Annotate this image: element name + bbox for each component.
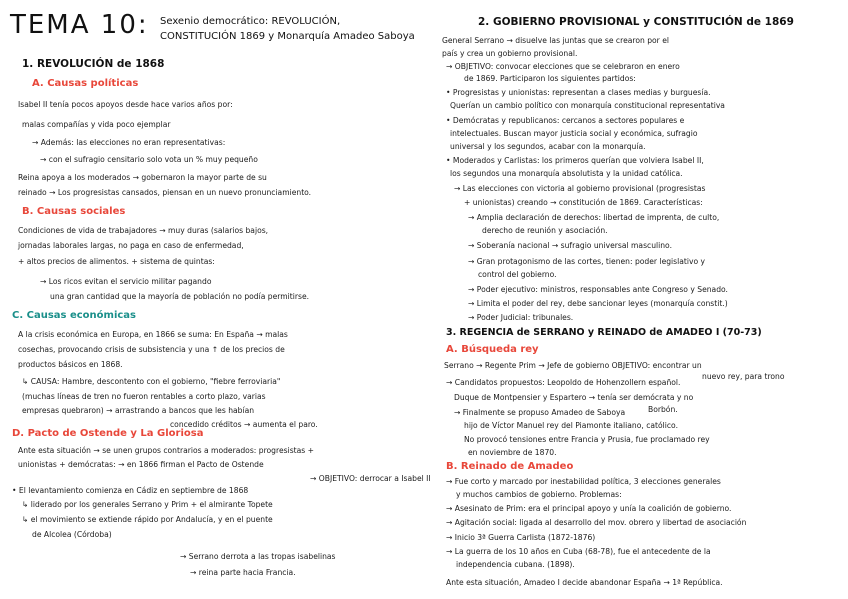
d-line-1: Ante esta situación → se unen grupos contrarios a moderados: progresistas + <box>18 446 315 455</box>
d-line-9: → reina parte hacia Francia. <box>190 568 296 577</box>
g-line-5: • Progresistas y unionistas: representan a clases medias y burguesía. <box>446 88 711 97</box>
ra-line-9: en noviembre de 1870. <box>468 448 557 457</box>
g-line-8: intelectuales. Buscan mayor justicia social y económica, sufragio <box>450 129 698 138</box>
rb-line-7: independencia cubana. (1898). <box>456 560 575 569</box>
b-line-5: una gran cantidad que la mayoría de población no podía permitirse. <box>50 292 310 301</box>
g-line-9: universal y los segundos, acabar con la monarquía. <box>450 142 646 151</box>
d-line-2: unionistas + demócratas: → en 1866 firman el Pacto de Ostende <box>18 460 264 469</box>
a-line-6: reinado → Los progresistas cansados, piensan en un nuevo pronunciamiento. <box>18 188 312 197</box>
section-3-title: 3. REGENCIA de SERRANO y REINADO de AMADEO I (70-73) <box>446 327 762 338</box>
a-line-2: malas compañías y vida poco ejemplar <box>22 120 171 129</box>
ra-line-1: Serrano → Regente Prim → Jefe de gobierno OBJETIVO: encontrar un <box>444 361 702 370</box>
rb-line-3: → Asesinato de Prim: era el principal apoyo y unía la coalición de gobierno. <box>446 504 732 513</box>
d-line-6: ↳ el movimiento se extiende rápido por Andalucía, y en el puente <box>22 515 273 524</box>
g-line-17: → Gran protagonismo de las cortes, tienen: poder legislativo y <box>468 257 706 266</box>
pacto-ostende-title: D. Pacto de Ostende y La Gloriosa <box>12 428 204 439</box>
g-line-6: Querían un cambio político con monarquía constitucional representativa <box>450 101 725 110</box>
g-line-16: → Soberanía nacional → sufragio universal masculino. <box>468 241 672 250</box>
c-line-2: cosechas, provocando crisis de subsistencia y una ↑ de los precios de <box>18 345 285 354</box>
section-1-title: 1. REVOLUCIÓN de 1868 <box>22 58 165 70</box>
ra-line-6: → Finalmente se propuso Amadeo de Saboya <box>454 408 626 417</box>
causas-politicas-title: A. Causas políticas <box>32 78 139 89</box>
g-line-4: de 1869. Participaron los siguientes partidos: <box>464 74 636 83</box>
g-line-21: → Poder Judicial: tribunales. <box>468 313 574 322</box>
c-line-5: (muchas líneas de tren no fueron rentables a corto plazo, varias <box>22 392 266 401</box>
causas-sociales-title: B. Causas sociales <box>22 206 126 217</box>
ra-line-8: No provocó tensiones entre Francia y Prusia, fue proclamado rey <box>464 435 710 444</box>
c-line-3: productos básicos en 1868. <box>18 360 123 369</box>
b-line-4: → Los ricos evitan el servicio militar pagando <box>40 277 212 286</box>
c-line-6: empresas quebraron) → arrastrando a bancos que les habían <box>22 406 255 415</box>
g-line-14: → Amplia declaración de derechos: libertad de imprenta, de culto, <box>468 213 720 222</box>
g-line-1: General Serrano → disuelve las juntas que se crearon por el <box>442 36 670 45</box>
g-line-12: → Las elecciones con victoria al gobierno provisional (progresistas <box>454 184 706 193</box>
d-line-8: → Serrano derrota a las tropas isabelinas <box>180 552 336 561</box>
g-line-20: → Limita el poder del rey, debe sancionar leyes (monarquía constit.) <box>468 299 728 308</box>
g-line-11: los segundos una monarquía absolutista y la unidad católica. <box>450 169 683 178</box>
g-line-15: derecho de reunión y asociación. <box>482 226 608 235</box>
rb-line-8: Ante esta situación, Amadeo I decide abandonar España → 1ª República. <box>446 578 723 587</box>
d-line-4: • El levantamiento comienza en Cádiz en septiembre de 1868 <box>12 486 249 495</box>
rb-line-6: → La guerra de los 10 años en Cuba (68-78), fue el antecedente de la <box>446 547 711 556</box>
g-line-13: + unionistas) creando → constitución de 1869. Características: <box>464 198 703 207</box>
ra-line-3: → Candidatos propuestos: Leopoldo de Hohenzollern español. <box>446 378 681 387</box>
d-line-3: → OBJETIVO: derrocar a Isabel II <box>310 474 431 483</box>
causas-economicas-title: C. Causas económicas <box>12 310 137 321</box>
tema-title: TEMA 10: <box>10 10 149 40</box>
d-line-7: de Alcolea (Córdoba) <box>32 530 112 539</box>
a-line-1: Isabel II tenía pocos apoyos desde hace varios años por: <box>18 100 233 109</box>
rb-line-2: y muchos cambios de gobierno. Problemas: <box>456 490 622 499</box>
b-line-2: jornadas laborales largas, no paga en caso de enfermedad, <box>18 241 244 250</box>
ra-line-4: Duque de Montpensier y Espartero → tenía ser demócrata y no <box>454 393 694 402</box>
subtitle <box>160 14 450 44</box>
g-line-19: → Poder ejecutivo: ministros, responsables ante Congreso y Senado. <box>468 285 728 294</box>
reinado-amadeo-title: B. Reinado de Amadeo <box>446 461 574 472</box>
busqueda-rey-title: A. Búsqueda rey <box>446 344 539 355</box>
title-row <box>10 10 450 50</box>
a-line-4: → con el sufragio censitario solo vota un % muy pequeño <box>40 155 258 164</box>
ra-line-2: nuevo rey, para trono <box>702 372 785 381</box>
rb-line-4: → Agitación social: ligada al desarrollo del mov. obrero y libertad de asociación <box>446 518 747 527</box>
a-line-3: → Además: las elecciones no eran representativas: <box>32 138 226 147</box>
b-line-3: + altos precios de alimentos. + sistema de quintas: <box>18 257 215 266</box>
b-line-1: Condiciones de vida de trabajadores → muy duras (salarios bajos, <box>18 226 269 235</box>
section-2-title: 2. GOBIERNO PROVISIONAL y CONSTITUCIÓN de 1869 <box>478 16 794 28</box>
c-line-1: A la crisis económica en Europa, en 1866 se suma: En España → malas <box>18 330 288 339</box>
rb-line-1: → Fue corto y marcado por inestabilidad política, 3 elecciones generales <box>446 477 721 486</box>
c-line-4: ↳ CAUSA: Hambre, descontento con el gobierno, "fiebre ferroviaria" <box>22 377 281 386</box>
g-line-10: • Moderados y Carlistas: los primeros querían que volviera Isabel II, <box>446 156 704 165</box>
g-line-18: control del gobierno. <box>478 270 557 279</box>
rb-line-5: → Inicio 3ª Guerra Carlista (1872-1876) <box>446 533 596 542</box>
g-line-3: → OBJETIVO: convocar elecciones que se celebraron en enero <box>446 62 680 71</box>
a-line-5: Reina apoya a los moderados → gobernaron la mayor parte de su <box>18 173 267 182</box>
subtitle-line-1: Sexenio democrático: REVOLUCIÓN, <box>160 16 341 27</box>
ra-line-7: hijo de Víctor Manuel rey del Piamonte italiano, católico. <box>464 421 678 430</box>
ra-line-5: Borbón. <box>648 405 678 414</box>
g-line-7: • Demócratas y republicanos: cercanos a sectores populares e <box>446 116 685 125</box>
g-line-2: país y crea un gobierno provisional. <box>442 49 578 58</box>
subtitle-line-2: CONSTITUCIÓN 1869 y Monarquía Amadeo Saboya <box>160 31 415 42</box>
d-line-5: ↳ liderado por los generales Serrano y Prim + el almirante Topete <box>22 500 273 509</box>
c-line-7: concedido créditos → aumenta el paro. <box>170 420 318 429</box>
